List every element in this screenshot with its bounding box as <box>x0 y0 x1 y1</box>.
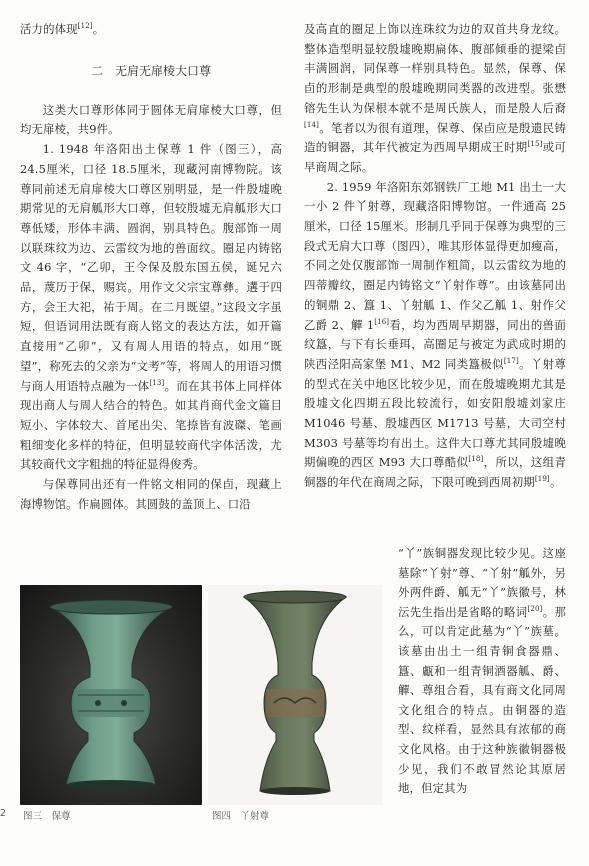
figure-4-caption: 图四 丫射尊 <box>212 811 270 822</box>
figure-ya-she-zun-photo <box>208 585 382 805</box>
right-column <box>304 0 566 493</box>
figure-bao-zun-photo <box>20 585 202 805</box>
paragraph-top: 活力的体现[12]。 <box>20 22 105 36</box>
section-title: 二 无肩无扉棱大口尊 <box>90 63 211 78</box>
paragraph-continuation: 及高直的圈足上饰以连珠纹为边的双首共身龙纹。整体造型明显较殷墟晚期扁体、腹部倾垂的提梁卣丰满圆润，同保尊一样别具特色。显然，保尊、保卣的形制是典型的殷墟晚期同类器的改进型。张懋镕先生认为保根本就不是周氏族人，而是殷人后裔[14]。笔者以为很有道理，保尊、保卣应是殷遗民铸造的铜器，其年代被定为西周早期成王时期[15]或可早商周之际。 <box>304 22 566 174</box>
paragraph-item-2: 2. 1959 年洛阳东郊钢铁厂工地 M1 出土一大一小 2 件丫射尊，现藏洛阳博物馆。一件通高 25 厘米，口径 15厘米。形制几乎同于保尊为典型的三段式无肩大口尊（图四），唯其形体显得更加瘦高，不同之处仅腹部饰一周制作粗简，以云雷纹为地的四蒂瓣纹，圈足内铸铭文“丫射作尊”。由该墓同出的铜鼎 2、簋 1、丫射觚 1、作父乙觚 1、射作父乙爵 2、觶 1[16]看，均为西周早期器，同出的兽面纹簋，与下有长垂珥，高圈足与被定为武成时期的陕西泾阳高家堡 M1、M2 同类簋极似[17]。丫射尊的型式在关中地区比较少见，而在殷墟晚期尤其是殷墟文化四期五段比较流行，如安阳殷墟刘家庄 M1046 号墓、殷墟西区 M1713 号墓，大司空村 M303 号墓等均有出土。这件大口尊尤其同殷墟晚期偏晚的西区 M93 大口尊酷似[18]，所以，这组青铜器的年代在商周之际，下限可晚到西周初期[19]。 <box>304 179 566 490</box>
left-column <box>20 0 282 514</box>
paragraph-bao-you: 与保尊同出还有一件铭文相同的保卣，现藏上海博物馆。作扁圆体。其圆鼓的盖顶上、口沿 <box>20 477 282 511</box>
wrapped-text <box>398 544 566 799</box>
paragraph-intro: 这类大口尊形体同于圆体无肩扉棱大口尊，但均无扉棱，共9件。 <box>20 102 282 137</box>
bronze-zun-illustration <box>20 585 202 805</box>
figure-3-caption: 图三 保尊 <box>23 811 71 822</box>
bronze-zun-illustration <box>208 585 382 805</box>
paragraph-item-1: 1. 1948 年洛阳出土保尊 1 件（图三），高 24.5厘米，口径 18.5厘米，现藏河南博物院。该尊同前述无肩扉棱大口尊区别明显，是一件殷墟晚期常见的无肩觚形大口尊，但较殷墟无肩觚形大口尊低矮，形体丰满、圆润，别具特色。腹部饰一周以联珠纹为边、云雷纹为地的兽面纹。圈足内铸铭文 46 字，“乙卯，王令保及殷东国五侯，诞兄六品，蔑历于保，赐宾。用作文父宗宝尊彝。遘于四方，会王大祀，祐于周。在二月既望。”这段文字虽短，但语词用法既有商人铭文的表达方法，如开篇直接用“乙卯”，又有周人用语的特点，如用“既望”，称死去的父亲为“文考”等，将周人的用语习惯与商人用语特点融为一体[13]。而在其书体上同样体现出商人与周人结合的特色。如其肖商代金文篇目短小、字体较大、首尾出尖、笔捺皆有波磔、笔画粗细变化多样的特征，但明显较商代字体活泼，尤其较商代文字粗拙的特征显得俊秀。 <box>20 142 282 472</box>
page-number: 2 <box>0 808 7 819</box>
paragraph-clan: “丫”族铜器发现比较少见。这座墓除“丫射”尊、“丫射”觚外，另外两件爵、觚无“丫”族徽号，林沄先生指出是省略的略词[20]。那么，可以肯定此墓为“丫”族墓。该墓由出土一组青铜食器鼎、簋、甗和一组青铜酒器觚、爵、觶、尊组合看，具有商文化同周文化组合的特点。由铜器的造型、纹样看，显然具有浓郁的商文化风格。由于这种族徽铜器极少见，我们不敢冒然论其原居地，但定其为 <box>398 546 566 796</box>
